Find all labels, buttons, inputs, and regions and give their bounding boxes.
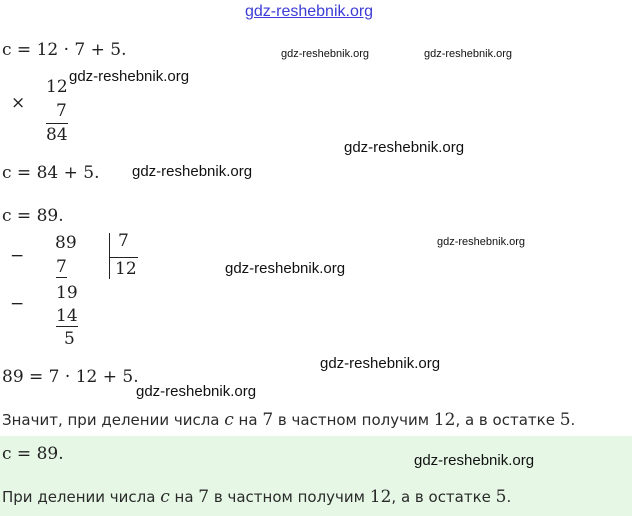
multiply-sign: × xyxy=(11,93,26,113)
answer-var-c: c xyxy=(160,487,170,507)
division-subtract-1: 7 xyxy=(56,257,67,277)
conclusion-prefix: Значит, при делении числа xyxy=(2,411,225,429)
conclusion-five: 5 xyxy=(559,410,571,430)
division-dividend: 89 xyxy=(55,233,77,253)
conclusion-mid1: на xyxy=(233,411,263,429)
answer-mid3: , а в остатке xyxy=(391,488,496,506)
watermark-2: gdz-reshebnik.org xyxy=(344,139,465,156)
division-divisor: 7 xyxy=(118,231,129,251)
multiply-underline xyxy=(46,123,68,124)
division-quotient: 12 xyxy=(115,259,137,279)
watermark-small-1: gdz-reshebnik.org xyxy=(281,48,370,60)
watermark-top: gdz-reshebnik.org xyxy=(245,3,374,20)
conclusion-seven: 7 xyxy=(262,410,274,430)
answer-sentence xyxy=(2,487,511,507)
watermark-3: gdz-reshebnik.org xyxy=(132,163,253,180)
watermark-5: gdz-reshebnik.org xyxy=(320,355,441,372)
multiply-bottom-operand: 7 xyxy=(56,101,67,121)
multiply-result: 84 xyxy=(46,125,68,145)
conclusion-mid3: , а в остатке xyxy=(455,411,560,429)
equation-89-check: 89 = 7 · 12 + 5. xyxy=(2,367,139,387)
answer-end: . xyxy=(506,488,512,506)
equation-c-84plus5: c = 84 + 5. xyxy=(2,163,100,183)
answer-prefix: При делении числа xyxy=(2,488,161,506)
watermark-4: gdz-reshebnik.org xyxy=(225,260,346,277)
conclusion-mid2: в частном получим xyxy=(273,411,434,429)
division-remainder: 5 xyxy=(64,329,75,349)
conclusion-sentence xyxy=(2,410,575,430)
division-vertical-bar xyxy=(109,233,110,279)
answer-mid2: в частном получим xyxy=(209,488,370,506)
division-partial: 19 xyxy=(56,283,78,303)
answer-mid1: на xyxy=(169,488,199,506)
watermark-small-3: gdz-reshebnik.org xyxy=(437,236,526,248)
watermark-small-2: gdz-reshebnik.org xyxy=(424,48,513,60)
answer-seven: 7 xyxy=(198,487,210,507)
multiply-top-operand: 12 xyxy=(46,77,68,97)
answer-equation: c = 89. xyxy=(2,444,64,464)
conclusion-twelve: 12 xyxy=(433,410,456,430)
division-divisor-underline xyxy=(110,257,138,258)
division-minus-1: − xyxy=(10,246,25,266)
conclusion-end: . xyxy=(570,411,576,429)
answer-twelve: 12 xyxy=(369,487,392,507)
division-minus-2: − xyxy=(10,294,25,314)
conclusion-var-c: c xyxy=(224,410,234,430)
division-subtract-2: 14 xyxy=(56,306,78,326)
watermark-7: gdz-reshebnik.org xyxy=(414,452,535,469)
watermark-6: gdz-reshebnik.org xyxy=(136,383,257,400)
answer-five: 5 xyxy=(495,487,507,507)
watermark-1: gdz-reshebnik.org xyxy=(69,68,190,85)
equation-c-12x7plus5: c = 12 · 7 + 5. xyxy=(2,40,127,60)
equation-c-89: c = 89. xyxy=(2,206,64,226)
